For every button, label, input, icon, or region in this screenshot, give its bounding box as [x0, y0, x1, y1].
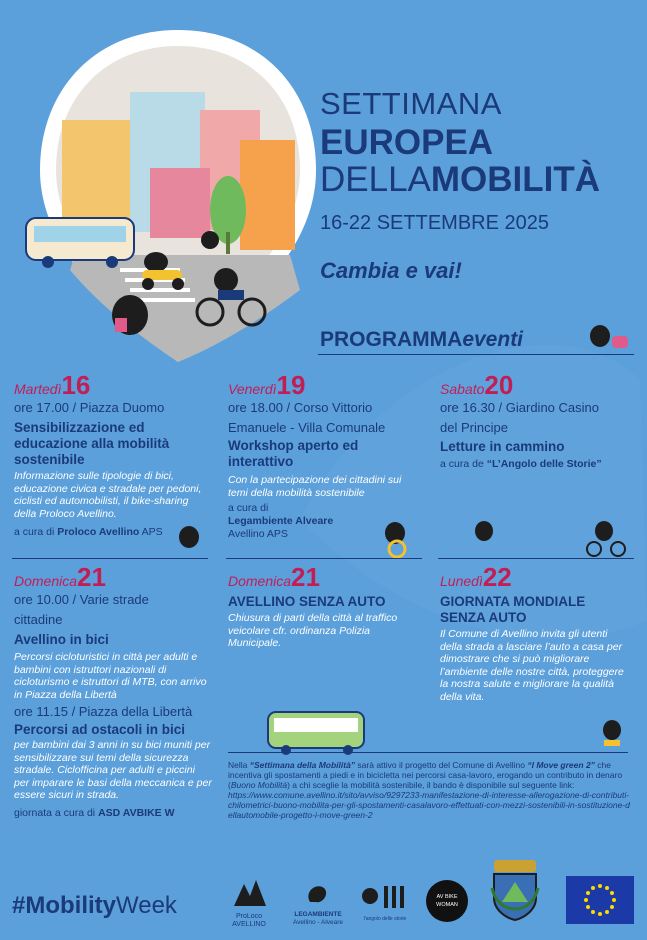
- scooter-mascot-icon: [475, 521, 493, 541]
- event-title: Letture in cammino: [440, 439, 565, 454]
- day-header: Martedì16: [14, 370, 91, 400]
- divider: [228, 752, 628, 753]
- day-header: Venerdì19: [228, 370, 306, 400]
- logo-proloco: ProLoco AVELLINO: [226, 876, 272, 929]
- event-curator: a cura de “L’Angolo delle Storie”: [440, 458, 602, 470]
- building-yellow: [62, 120, 132, 230]
- divider: [12, 558, 208, 559]
- event-time-place: ore 18.00 / Corso Vittorio Emanuele - Villa Comunale: [228, 400, 386, 435]
- event-dates: 16-22 SETTEMBRE 2025: [320, 212, 549, 234]
- event-description: Con la partecipazione dei cittadini sui temi della mobilità sostenibile: [228, 474, 402, 499]
- event-description: Il Comune di Avellino invita gli utenti della strada a lasciare l’auto a casa per dimostrare che si può migliorare l’ambiente delle nostre città, proteggere la nostra salute e migliorare la qualità della vita.: [440, 628, 624, 703]
- day-header: Lunedì22: [440, 562, 512, 592]
- event-curator: a cura di Proloco Avellino APS: [14, 526, 163, 538]
- logo-avbike: AV BIKE WOMAN: [426, 880, 468, 922]
- building-orange: [240, 140, 295, 250]
- title-line-3: DELLAMOBILITÀ: [320, 160, 601, 199]
- event-description-2: per bambini dai 3 anni in su bici muniti per sensibilizzare sui temi della sicurezza stradale. Ciclofficina per adulti e piccini per imparare le basi della meccanica e per essere sicuri in strada.: [14, 739, 212, 801]
- walker-icon: [201, 231, 219, 249]
- legambiente-icon: [286, 880, 350, 906]
- stroller-mascot-icon: [590, 325, 610, 347]
- event-card-22: [440, 564, 636, 703]
- skater-mascot-icon: [603, 720, 621, 740]
- divider: [438, 558, 634, 559]
- event-title-2: Percorsi ad ostacoli in bici: [14, 722, 186, 737]
- title-line-2: EUROPEA: [320, 123, 494, 162]
- event-card-21-bike: [14, 564, 212, 820]
- hashtag: #MobilityWeek: [12, 892, 177, 919]
- divider: [318, 354, 634, 355]
- event-time-place: ore 10.00 / Varie strade cittadine: [14, 592, 149, 627]
- event-time-place: ore 16.30 / Giardino Casino del Principe: [440, 400, 599, 435]
- day-header: Domenica21: [14, 562, 106, 592]
- event-title: GIORNATA MONDIALE SENZA AUTO: [440, 594, 586, 625]
- event-title: Workshop aperto ed interattivo: [228, 438, 359, 469]
- slogan: Cambia e vai!: [320, 258, 462, 283]
- event-time-place: ore 17.00 / Piazza Duomo: [14, 400, 165, 415]
- event-card-20: [440, 372, 640, 471]
- eu-flag-icon: [566, 876, 634, 924]
- event-curator-name: Legambiente Alveare: [228, 515, 334, 527]
- programma-heading: PROGRAMMAeventi: [320, 328, 524, 351]
- event-title: AVELLINO SENZA AUTO: [228, 594, 386, 609]
- event-card-16: [14, 372, 210, 539]
- event-title: Avellino in bici: [14, 632, 109, 647]
- event-card-21-noauto: [228, 564, 424, 650]
- day-header: Domenica21: [228, 562, 320, 592]
- bike-mascot-icon: [595, 521, 613, 541]
- event-description: Percorsi cicloturistici in città per adulti e bambini con istruttori nazionali di cicloturismo e istruttori di MTB, con arrivo in Piazza della Libertà: [14, 651, 207, 701]
- event-description: Chiusura di parti della città al traffico veicolare cfr. ordinanza Polizia Municipale.: [228, 612, 398, 649]
- scooter-rider-icon: [144, 252, 168, 272]
- coat-of-arms-icon: [488, 858, 542, 922]
- logo-comune-avellino: [488, 858, 542, 922]
- title-line-1: SETTIMANA: [320, 86, 502, 121]
- divider: [226, 558, 422, 559]
- event-curator-suffix: Avellino APS: [228, 528, 288, 540]
- event-curator: giornata a cura di ASD AVBIKE W: [14, 806, 175, 819]
- event-card-19: [228, 372, 424, 541]
- logo-legambiente: LEGAMBIENTE Avellino - Alveare: [286, 880, 350, 927]
- event-description: Informazione sulle tipologie di bici, educazione civica e stradale per pedoni, ciclisti ed automobilisti, il bike-sharing della Proloco Avellino.: [14, 470, 202, 520]
- footer-link[interactable]: https://www.comune.avellino.it/sito/avviso/9297233-manifestazione-di-interesse-allerogazione-di-contributi-chilometrici-buono-mobilita-per-gli-spostamenti-casalavoro-effettuati-con-mezzi-sostenibili-in-sostituzione-dellautomobile-progetto-i-move-green-2: [228, 790, 630, 820]
- event-time-place-2: ore 11.15 / Piazza della Libertà: [14, 704, 193, 719]
- event-title: Sensibilizzazione ed educazione alla mobilità sostenibile: [14, 420, 170, 467]
- proloco-icon: [226, 876, 272, 908]
- day-header: Sabato20: [440, 370, 514, 400]
- logo-angolo-storie: l'angolo delle storie: [358, 884, 412, 923]
- books-icon: [358, 884, 412, 910]
- event-curator-prefix: a cura di: [228, 502, 269, 514]
- building-red: [150, 168, 210, 238]
- footer-note: Nella “Settimana della Mobilità” sarà attivo il progetto del Comune di Avellino “I Move green 2” che incentiva gli spostamenti a piedi e in bicicletta nei percorsi casa-lavoro, erogando un contributo in denaro (Buono Mobilità) a chi sceglie la mobilità sostenibile, il bando è disponibile sul seguente link: https://www.comune.avellino.it/sito/avviso/9297233-manifestazione-di-interesse-allerogazione-di-contributi-chilometrici-buono-mobilita-per-gli-spostamenti-casalavoro-effettuati-con-mezzi-sostenibili-in-sostituzione-dellautomobile-progetto-i-move-green-2: [228, 760, 630, 820]
